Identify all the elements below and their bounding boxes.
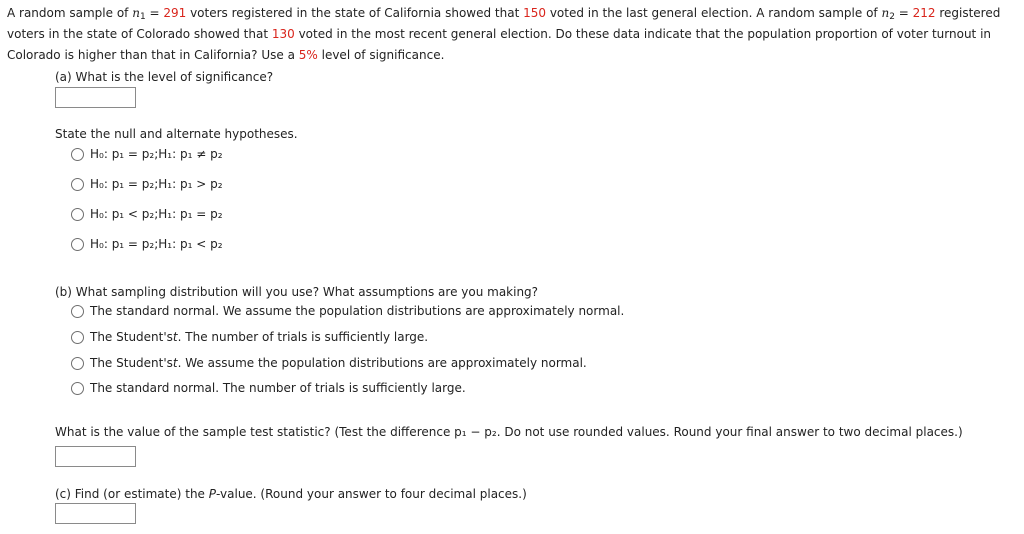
alternate-hypothesis: H₁: p₁ < p₂ <box>158 237 223 251</box>
intro-text: voted in the most recent general election. Do these data indicate that the population proportion of voter turnout in Colorado is higher than that in California? Use a <box>7 27 992 62</box>
intro-text: A random sample of <box>7 6 133 20</box>
hypothesis-option-1[interactable] <box>71 146 223 162</box>
part-a-question: (a) What is the level of significance? <box>55 70 274 84</box>
p-value-answer-input[interactable] <box>55 503 136 524</box>
option-label-rest: . The number of trials is sufficiently large. <box>177 330 429 344</box>
intro-text: registered voters in the state of Colorado showed that <box>7 6 1001 41</box>
radio-button[interactable] <box>71 208 84 221</box>
null-hypothesis: H₀: p₁ = p₂ <box>90 147 155 161</box>
distribution-option-1[interactable] <box>71 303 624 319</box>
option-label-rest: . We assume the population distributions are approximately normal. <box>177 356 587 370</box>
radio-button[interactable] <box>71 382 84 395</box>
n1-equals: = <box>145 6 164 20</box>
california-voted-value: 150 <box>523 6 547 20</box>
radio-button[interactable] <box>71 178 84 191</box>
radio-button[interactable] <box>71 357 84 370</box>
option-label: The Student's <box>90 356 173 370</box>
null-hypothesis: H₀: p₁ = p₂ <box>90 177 155 191</box>
question-text-rest: . Do not use rounded values. Round your final answer to two decimal places.) <box>496 425 963 439</box>
distribution-option-3[interactable] <box>71 355 587 371</box>
n1-value: 291 <box>163 6 187 20</box>
separator: ; <box>154 147 159 161</box>
n1-symbol: n <box>132 6 140 20</box>
n2-value: 212 <box>912 6 936 20</box>
n2-equals: = <box>894 6 913 20</box>
intro-text: voted in the last general election. A random sample of <box>546 6 882 20</box>
p-symbol: P <box>208 487 217 501</box>
alternate-hypothesis: H₁: p₁ ≠ p₂ <box>158 147 223 161</box>
test-statistic-answer-input[interactable] <box>55 446 136 467</box>
significance-value: 5% <box>298 48 318 62</box>
question-text-rest: -value. (Round your answer to four decimal places.) <box>216 487 527 501</box>
null-hypothesis: H₀: p₁ = p₂ <box>90 237 155 251</box>
t-symbol: t <box>172 356 178 370</box>
separator: ; <box>154 237 159 251</box>
test-statistic-question <box>55 425 963 439</box>
hypothesis-option-3[interactable] <box>71 206 223 222</box>
alternate-hypothesis: H₁: p₁ = p₂ <box>158 207 223 221</box>
hypotheses-prompt: State the null and alternate hypotheses. <box>55 127 298 141</box>
difference-expression: p₁ − p₂ <box>454 425 497 439</box>
option-label: The Student's <box>90 330 173 344</box>
question-text: (c) Find (or estimate) the <box>55 487 209 501</box>
intro-text: level of significance. <box>317 48 445 62</box>
hypothesis-option-4[interactable] <box>71 236 223 252</box>
distribution-option-4[interactable] <box>71 380 466 396</box>
option-label: The standard normal. The number of trials is sufficiently large. <box>90 381 466 395</box>
colorado-voted-value: 130 <box>271 27 295 41</box>
separator: ; <box>154 177 159 191</box>
separator: ; <box>154 207 159 221</box>
alternate-hypothesis: H₁: p₁ > p₂ <box>158 177 223 191</box>
t-symbol: t <box>172 330 178 344</box>
radio-button[interactable] <box>71 238 84 251</box>
radio-button[interactable] <box>71 305 84 318</box>
n2-subscript: 2 <box>889 12 895 22</box>
radio-button[interactable] <box>71 331 84 344</box>
option-label: The standard normal. We assume the population distributions are approximately normal. <box>90 304 625 318</box>
intro-text: voters registered in the state of California showed that <box>186 6 524 20</box>
radio-button[interactable] <box>71 148 84 161</box>
hypothesis-option-2[interactable] <box>71 176 223 192</box>
part-c-question <box>55 487 527 501</box>
significance-answer-input[interactable] <box>55 87 136 108</box>
part-b-question: (b) What sampling distribution will you use? What assumptions are you making? <box>55 285 539 299</box>
distribution-option-2[interactable] <box>71 329 428 345</box>
null-hypothesis: H₀: p₁ < p₂ <box>90 207 155 221</box>
n2-symbol: n <box>881 6 890 20</box>
question-text: What is the value of the sample test statistic? (Test the difference <box>55 425 455 439</box>
n1-subscript: 1 <box>139 12 146 22</box>
problem-statement <box>7 3 1019 66</box>
